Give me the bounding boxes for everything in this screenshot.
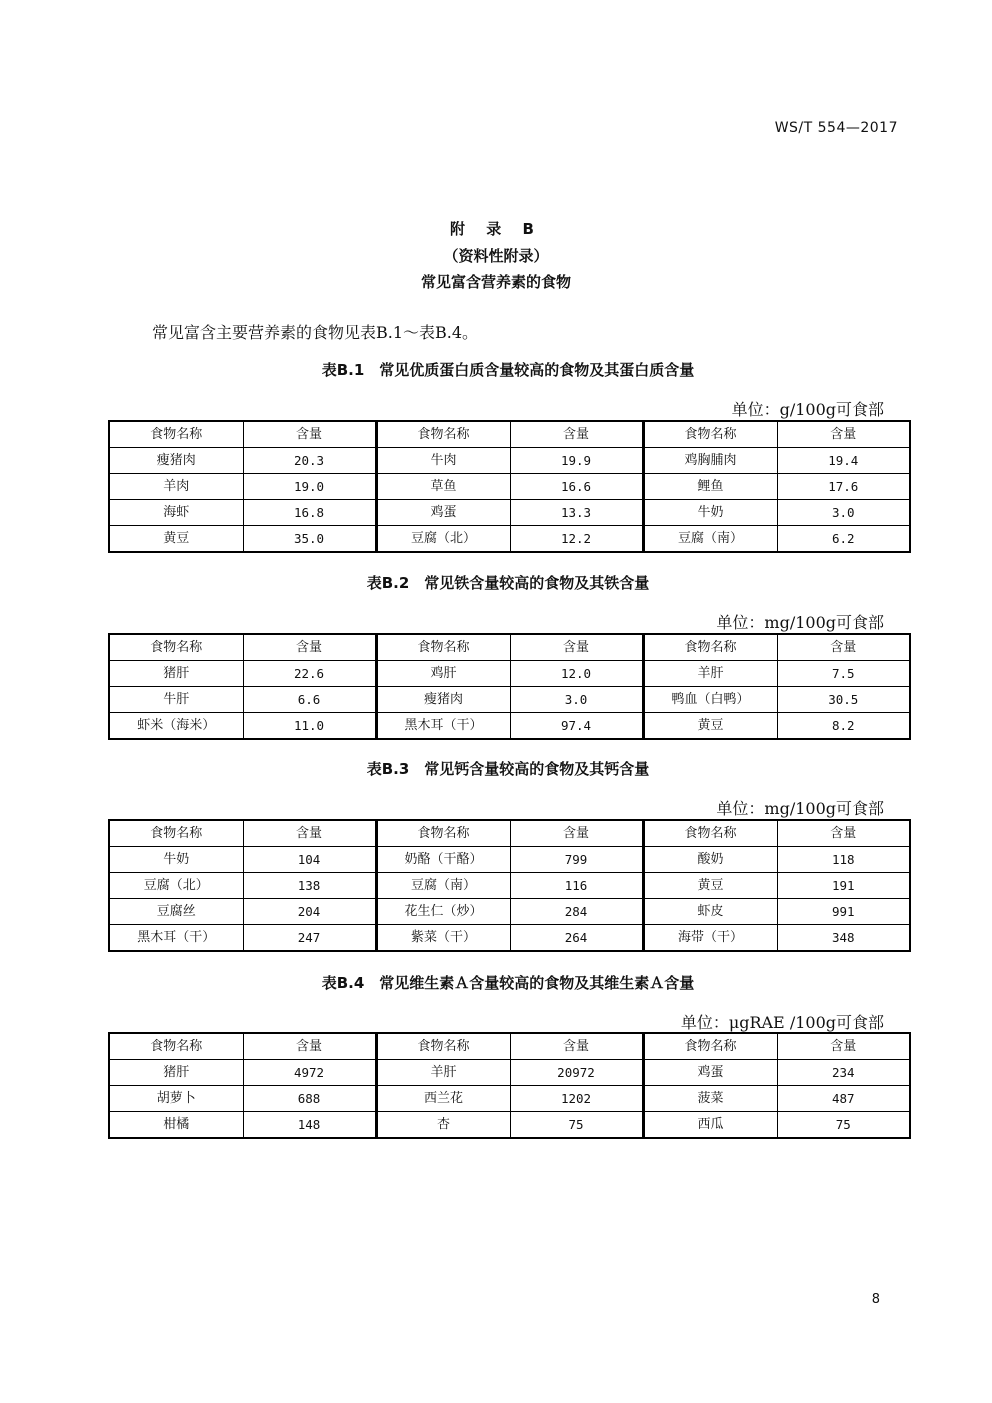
table-header-row [109, 634, 910, 661]
table-row [109, 873, 910, 899]
food-name-cell: 虾皮 [643, 899, 777, 925]
table-row [109, 500, 910, 526]
food-name-cell: 鸡蛋 [643, 1060, 777, 1086]
food-name-cell: 黄豆 [643, 713, 777, 740]
column-header-amount: 含量 [243, 421, 376, 448]
column-header-food: 食物名称 [109, 421, 243, 448]
table-row [109, 687, 910, 713]
amount-cell: 191 [777, 873, 910, 899]
amount-cell: 22.6 [243, 661, 376, 687]
food-name-cell: 黄豆 [109, 526, 243, 553]
table-header-row [109, 1033, 910, 1060]
table-b2-unit: 单位：mg/100g可食部 [716, 613, 884, 632]
table-row [109, 847, 910, 873]
food-name-cell: 黄豆 [643, 873, 777, 899]
food-name-cell: 海带（干） [643, 925, 777, 952]
table-b1-caption: 表B.1 常见优质蛋白质含量较高的食物及其蛋白质含量 [321, 361, 695, 379]
food-name-cell: 瘦猪肉 [376, 687, 510, 713]
food-name-cell: 菠菜 [643, 1086, 777, 1112]
table-b4-caption: 表B.4 常见维生素Ａ含量较高的食物及其维生素Ａ含量 [321, 974, 695, 992]
food-name-cell: 鸡蛋 [376, 500, 510, 526]
column-header-amount: 含量 [777, 1033, 910, 1060]
amount-cell: 8.2 [777, 713, 910, 740]
amount-cell: 6.2 [777, 526, 910, 553]
food-name-cell: 西瓜 [643, 1112, 777, 1139]
amount-cell: 16.8 [243, 500, 376, 526]
food-name-cell: 鸡肝 [376, 661, 510, 687]
column-header-amount: 含量 [777, 820, 910, 847]
column-header-food: 食物名称 [109, 820, 243, 847]
table-row [109, 474, 910, 500]
column-header-food: 食物名称 [109, 634, 243, 661]
food-name-cell: 胡萝卜 [109, 1086, 243, 1112]
food-name-cell: 鲤鱼 [643, 474, 777, 500]
amount-cell: 118 [777, 847, 910, 873]
table-b2-caption: 表B.2 常见铁含量较高的食物及其铁含量 [366, 574, 650, 592]
amount-cell: 1202 [510, 1086, 643, 1112]
food-name-cell: 豆腐（北） [376, 526, 510, 553]
table-row [109, 1060, 910, 1086]
amount-cell: 3.0 [777, 500, 910, 526]
column-header-amount: 含量 [777, 634, 910, 661]
food-name-cell: 瘦猪肉 [109, 448, 243, 474]
table-b3-caption: 表B.3 常见钙含量较高的食物及其钙含量 [366, 760, 650, 778]
table-b4 [108, 1032, 911, 1139]
amount-cell: 97.4 [510, 713, 643, 740]
appendix-name: 常见富含营养素的食物 [420, 273, 571, 291]
table-header-row [109, 820, 910, 847]
food-name-cell: 杏 [376, 1112, 510, 1139]
table-row [109, 661, 910, 687]
amount-cell: 16.6 [510, 474, 643, 500]
column-header-amount: 含量 [243, 1033, 376, 1060]
food-name-cell: 猪肝 [109, 661, 243, 687]
amount-cell: 3.0 [510, 687, 643, 713]
food-name-cell: 牛奶 [643, 500, 777, 526]
appendix-subtitle: （资料性附录） [443, 247, 549, 265]
food-name-cell: 羊肝 [376, 1060, 510, 1086]
amount-cell: 991 [777, 899, 910, 925]
amount-cell: 487 [777, 1086, 910, 1112]
amount-cell: 19.9 [510, 448, 643, 474]
table-b4-unit: 单位：μgRAE /100g可食部 [680, 1013, 884, 1032]
amount-cell: 35.0 [243, 526, 376, 553]
column-header-food: 食物名称 [643, 634, 777, 661]
table-b2 [108, 633, 911, 740]
column-header-food: 食物名称 [643, 421, 777, 448]
table-row [109, 448, 910, 474]
amount-cell: 4972 [243, 1060, 376, 1086]
amount-cell: 264 [510, 925, 643, 952]
food-name-cell: 黑木耳（干） [376, 713, 510, 740]
food-name-cell: 奶酪（干酪） [376, 847, 510, 873]
amount-cell: 284 [510, 899, 643, 925]
table-row [109, 1112, 910, 1139]
amount-cell: 688 [243, 1086, 376, 1112]
table-row [109, 1086, 910, 1112]
page-number: 8 [871, 1292, 880, 1307]
column-header-food: 食物名称 [376, 1033, 510, 1060]
amount-cell: 17.6 [777, 474, 910, 500]
food-name-cell: 鸭血（白鸭） [643, 687, 777, 713]
table-b3 [108, 819, 911, 952]
amount-cell: 75 [510, 1112, 643, 1139]
food-name-cell: 牛奶 [109, 847, 243, 873]
column-header-food: 食物名称 [109, 1033, 243, 1060]
table-row [109, 713, 910, 740]
amount-cell: 75 [777, 1112, 910, 1139]
amount-cell: 104 [243, 847, 376, 873]
amount-cell: 19.0 [243, 474, 376, 500]
food-name-cell: 紫菜（干） [376, 925, 510, 952]
table-header-row [109, 421, 910, 448]
food-name-cell: 羊肝 [643, 661, 777, 687]
food-name-cell: 花生仁（炒） [376, 899, 510, 925]
food-name-cell: 猪肝 [109, 1060, 243, 1086]
table-b1-unit: 单位：g/100g可食部 [731, 400, 884, 419]
amount-cell: 348 [777, 925, 910, 952]
column-header-amount: 含量 [777, 421, 910, 448]
amount-cell: 20.3 [243, 448, 376, 474]
column-header-food: 食物名称 [376, 421, 510, 448]
food-name-cell: 豆腐（北） [109, 873, 243, 899]
food-name-cell: 羊肉 [109, 474, 243, 500]
food-name-cell: 虾米（海米） [109, 713, 243, 740]
table-row [109, 526, 910, 553]
amount-cell: 116 [510, 873, 643, 899]
column-header-food: 食物名称 [376, 634, 510, 661]
food-name-cell: 豆腐（南） [643, 526, 777, 553]
table-b3-unit: 单位：mg/100g可食部 [716, 799, 884, 818]
amount-cell: 799 [510, 847, 643, 873]
column-header-amount: 含量 [510, 634, 643, 661]
column-header-food: 食物名称 [643, 820, 777, 847]
amount-cell: 12.2 [510, 526, 643, 553]
food-name-cell: 黑木耳（干） [109, 925, 243, 952]
food-name-cell: 豆腐丝 [109, 899, 243, 925]
table-row [109, 925, 910, 952]
food-name-cell: 草鱼 [376, 474, 510, 500]
amount-cell: 234 [777, 1060, 910, 1086]
amount-cell: 204 [243, 899, 376, 925]
food-name-cell: 牛肉 [376, 448, 510, 474]
amount-cell: 138 [243, 873, 376, 899]
table-row [109, 899, 910, 925]
column-header-food: 食物名称 [643, 1033, 777, 1060]
column-header-amount: 含量 [243, 634, 376, 661]
food-name-cell: 豆腐（南） [376, 873, 510, 899]
column-header-amount: 含量 [510, 820, 643, 847]
column-header-amount: 含量 [510, 421, 643, 448]
amount-cell: 13.3 [510, 500, 643, 526]
amount-cell: 247 [243, 925, 376, 952]
food-name-cell: 鸡胸脯肉 [643, 448, 777, 474]
food-name-cell: 西兰花 [376, 1086, 510, 1112]
amount-cell: 11.0 [243, 713, 376, 740]
column-header-amount: 含量 [510, 1033, 643, 1060]
amount-cell: 20972 [510, 1060, 643, 1086]
column-header-amount: 含量 [243, 820, 376, 847]
column-header-food: 食物名称 [376, 820, 510, 847]
amount-cell: 12.0 [510, 661, 643, 687]
food-name-cell: 牛肝 [109, 687, 243, 713]
food-name-cell: 柑橘 [109, 1112, 243, 1139]
table-b1 [108, 420, 911, 553]
amount-cell: 6.6 [243, 687, 376, 713]
food-name-cell: 酸奶 [643, 847, 777, 873]
amount-cell: 19.4 [777, 448, 910, 474]
food-name-cell: 海虾 [109, 500, 243, 526]
document-code: WS/T 554—2017 [774, 120, 898, 136]
amount-cell: 30.5 [777, 687, 910, 713]
amount-cell: 7.5 [777, 661, 910, 687]
intro-paragraph: 常见富含主要营养素的食物见表B.1～表B.4。 [152, 323, 479, 342]
amount-cell: 148 [243, 1112, 376, 1139]
appendix-title: 附 录 B [450, 220, 542, 238]
